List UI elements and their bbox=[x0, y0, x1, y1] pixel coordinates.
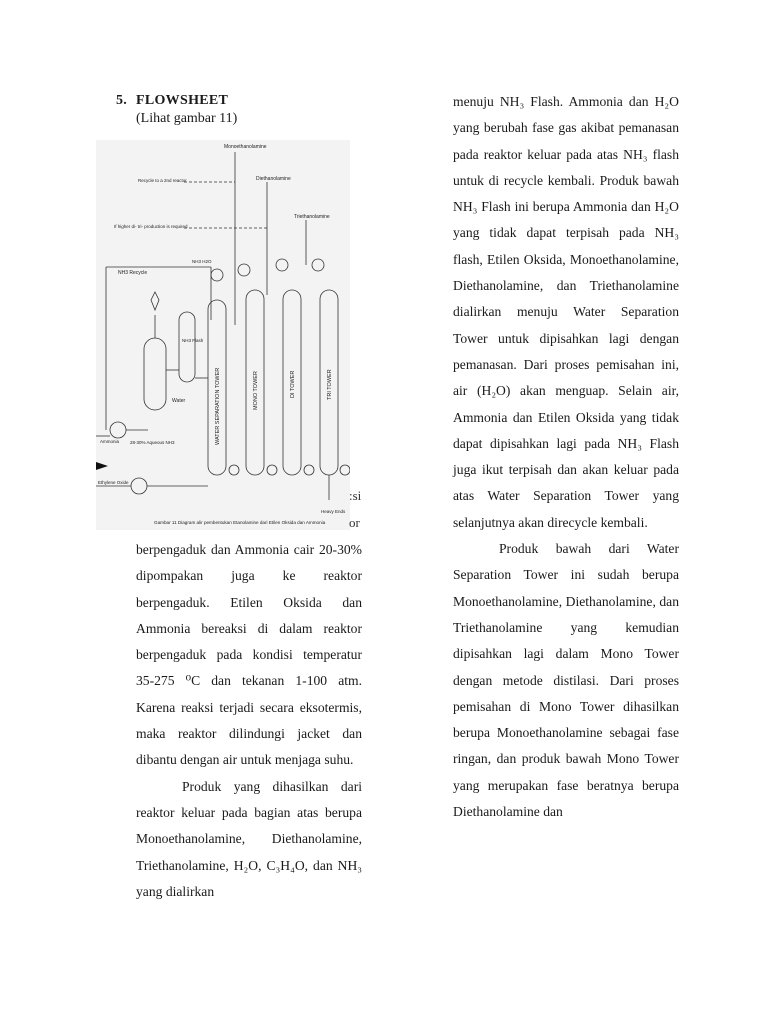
section-number: 5. bbox=[116, 93, 128, 108]
section-title: FLOWSHEET bbox=[136, 93, 229, 108]
label-water: Water bbox=[172, 398, 186, 404]
label-aqueous-nh3: 28-30% Aqueous NH3 bbox=[130, 440, 175, 445]
figure-background bbox=[96, 140, 350, 530]
label-diethanolamine: Diethanolamine bbox=[256, 176, 291, 182]
figure-caption: Gambar 11 Diagram alir pembentukan Etanolamine dari Etilen Oksida dan Ammonia bbox=[154, 520, 326, 525]
label-recycle-production: If higher di- tri- production is required bbox=[114, 224, 188, 229]
left-column bbox=[136, 537, 362, 905]
left-paragraph-2: Produk yang dihasilkan dari reaktor keluar pada bagian atas berupa Monoethanolamine, Diethanolamine, Triethanolamine, H₂O, C₃H₄O, dan NH₃ yang dialirkan bbox=[136, 778, 362, 899]
flowsheet-figure bbox=[96, 140, 350, 530]
text-fragment-si: :si bbox=[349, 488, 362, 503]
label-di-tower: DI TOWER bbox=[290, 370, 296, 398]
right-paragraph-1: menuju NH₃ Flash. Ammonia dan H₂O yang berubah fase gas akibat pemanasan pada reaktor keluar pada atas NH₃ flash untuk di recycle kembali. Produk bawah NH₃ Flash ini berupa Ammonia dan H₂O yang tidak dapat terpisah pada NH₃ flash, Etilen Oksida, Monoethanolamine, Diethanolamine, dan Triethanolamine dialirkan menuju Water Separation Tower untuk dipisahkan lagi dengan pemanasan. Dari proses pemisahan ini, air (H₂O) akan menguap. Selain air, Ammonia dan Etilen Oksida yang tidak dapat dipisahkan lagi pada NH₃ Flash juga ikut terpisah dan akan keluar pada atas Water Separation Tower yang selanjutnya akan direcycle kembali. bbox=[453, 94, 679, 530]
label-water-separation-tower: WATER SEPARATION TOWER bbox=[215, 367, 221, 445]
flowsheet-diagram bbox=[96, 140, 350, 530]
label-triethanolamine: Triethanolamine bbox=[294, 214, 330, 220]
label-tri-tower: TRI TOWER bbox=[327, 369, 333, 400]
label-heavy-ends: Heavy Ends bbox=[321, 509, 346, 514]
label-nh3-recycle: NH3 Recycle bbox=[118, 270, 148, 276]
label-ammonia: Ammonia bbox=[100, 439, 120, 444]
section-heading bbox=[116, 93, 228, 109]
right-paragraph-2: Produk bawah dari Water Separation Tower ini sudah berupa Monoethanolamine, Diethanolamine, dan Triethanolamine yang kemudian dipisahkan lagi dalam Mono Tower dengan metode distilasi. Dari proses pemisahan di Mono Tower dihasilkan berupa Monoethanolamine sebagai fase ringan, dan produk bawah Mono Tower yang merupakan fase beratnya berupa Diethanolamine dan bbox=[453, 541, 679, 820]
left-paragraph-1: berpengaduk dan Ammonia cair 20-30% dipompakan juga ke reaktor berpengaduk. Etilen Oksida dan Ammonia bereaksi di dalam reaktor berpengaduk pada kondisi temperatur 35-275 ⁰C dan tekanan 1-100 atm. Karena reaksi terjadi secara eksotermis, maka reaktor dilindungi jacket dan dibantu dengan air untuk menjaga suhu. bbox=[136, 542, 362, 768]
text-fragment-or: or bbox=[349, 515, 360, 530]
label-mono-tower: MONO TOWER bbox=[253, 371, 259, 410]
label-recycle-reactor: Recycle to a 2nd reactor bbox=[138, 178, 187, 183]
label-nh3-flash: NH3 Flash bbox=[182, 338, 204, 343]
label-nh3-h2o: NH3 H2O bbox=[192, 259, 212, 264]
right-column bbox=[453, 89, 679, 825]
section-subtitle: (Lihat gambar 11) bbox=[136, 111, 238, 126]
label-ethylene-oxide: Ethylene Oxide bbox=[98, 480, 129, 485]
label-monoethanolamine: Monoethanolamine bbox=[224, 144, 267, 150]
